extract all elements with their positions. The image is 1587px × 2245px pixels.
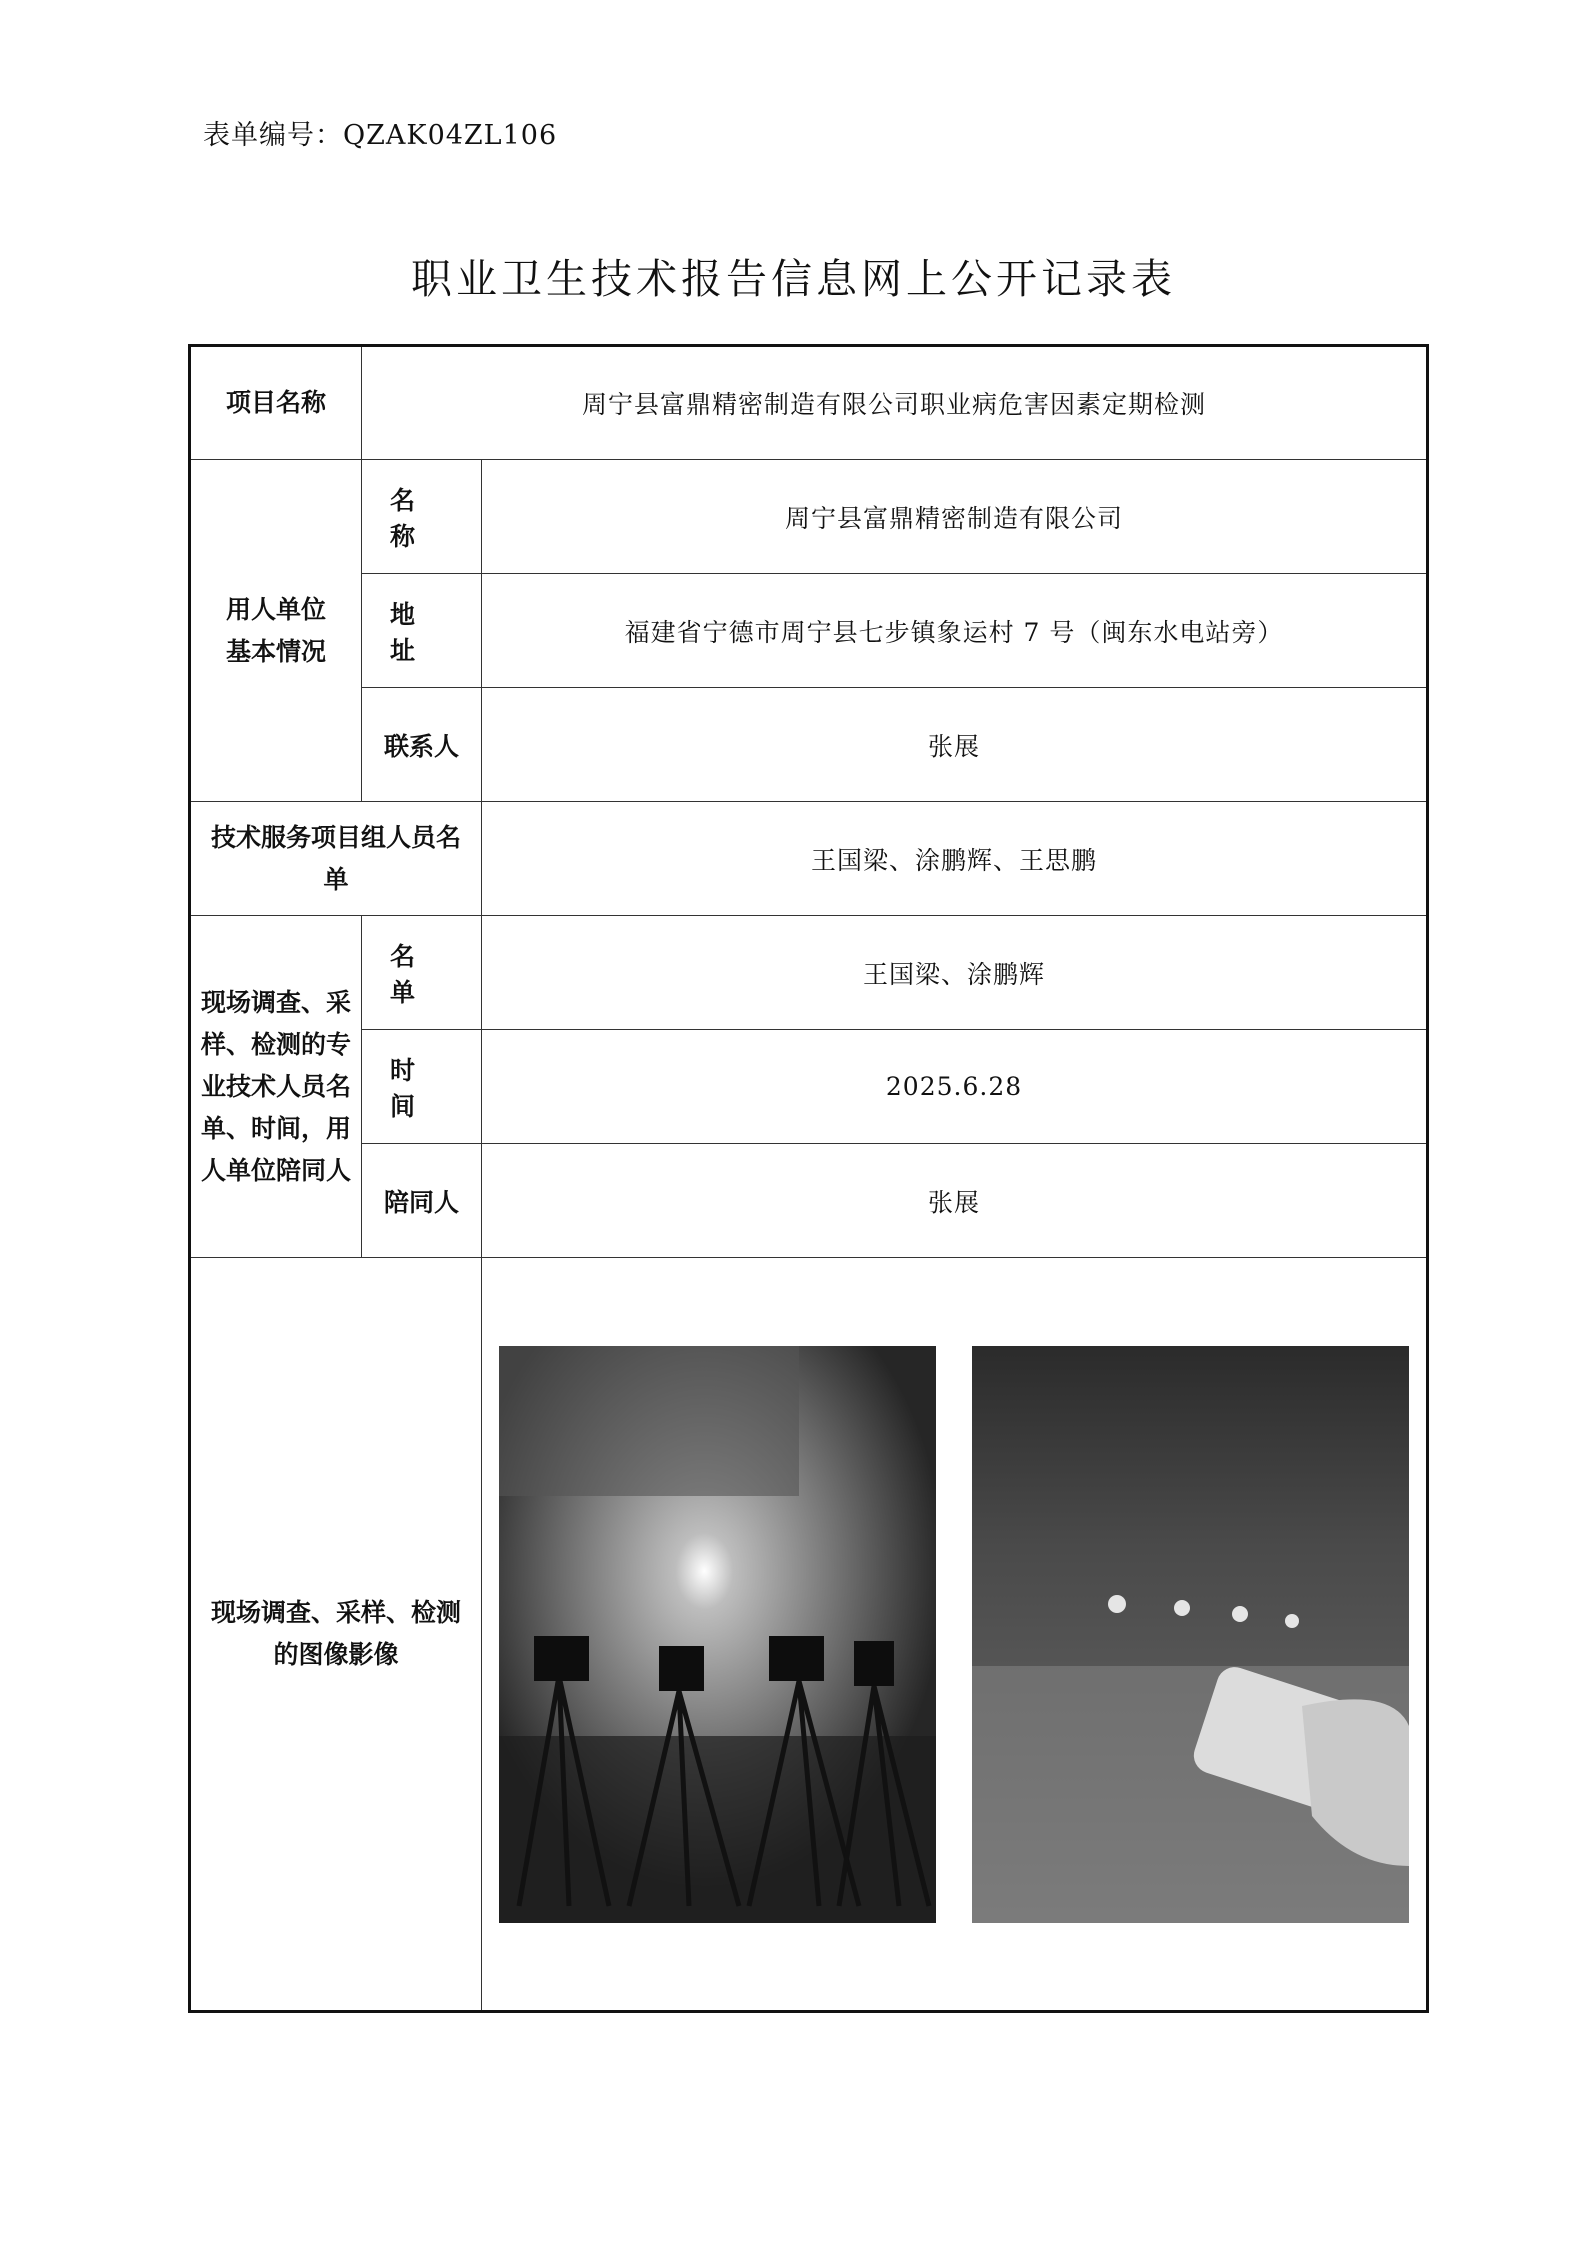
employer-info-label: 用人单位基本情况 <box>190 460 362 802</box>
document-title: 职业卫生技术报告信息网上公开记录表 <box>411 255 1176 303</box>
site-photo-sampling-tripods <box>499 1346 936 1923</box>
team-label: 技术服务项目组人员名单 <box>190 802 482 916</box>
row-images <box>190 1258 1428 2012</box>
row-project-name <box>190 346 1428 460</box>
contact-label: 联系人 <box>362 688 482 802</box>
images-cell <box>482 1258 1428 2012</box>
row-address <box>190 574 1428 688</box>
employer-name-label: 名称 <box>362 460 482 574</box>
survey-time-value: 2025.6.28 <box>482 1030 1428 1144</box>
address-value: 福建省宁德市周宁县七步镇象运村 7 号（闽东水电站旁） <box>482 574 1428 688</box>
row-team <box>190 802 1428 916</box>
images-label: 现场调查、采样、检测的图像影像 <box>190 1258 482 2012</box>
survey-time-label: 时间 <box>362 1030 482 1144</box>
escort-value: 张展 <box>482 1144 1428 1258</box>
form-code: 表单编号：QZAK04ZL106 <box>203 120 558 151</box>
address-label: 地址 <box>362 574 482 688</box>
survey-names-value: 王国梁、涂鹏辉 <box>482 916 1428 1030</box>
row-employer-name <box>190 460 1428 574</box>
row-contact <box>190 688 1428 802</box>
record-table <box>188 344 1429 2013</box>
employer-name-value: 周宁县富鼎精密制造有限公司 <box>482 460 1428 574</box>
row-escort <box>190 1144 1428 1258</box>
project-name-label: 项目名称 <box>190 346 362 460</box>
escort-label: 陪同人 <box>362 1144 482 1258</box>
row-survey-time <box>190 1030 1428 1144</box>
survey-label: 现场调查、采样、检测的专业技术人员名单、时间，用人单位陪同人 <box>190 916 362 1258</box>
survey-names-label: 名单 <box>362 916 482 1030</box>
row-survey-names <box>190 916 1428 1030</box>
team-value: 王国梁、涂鹏辉、王思鹏 <box>482 802 1428 916</box>
site-photo-detector-reading <box>972 1346 1409 1923</box>
project-name-value: 周宁县富鼎精密制造有限公司职业病危害因素定期检测 <box>362 346 1428 460</box>
contact-value: 张展 <box>482 688 1428 802</box>
